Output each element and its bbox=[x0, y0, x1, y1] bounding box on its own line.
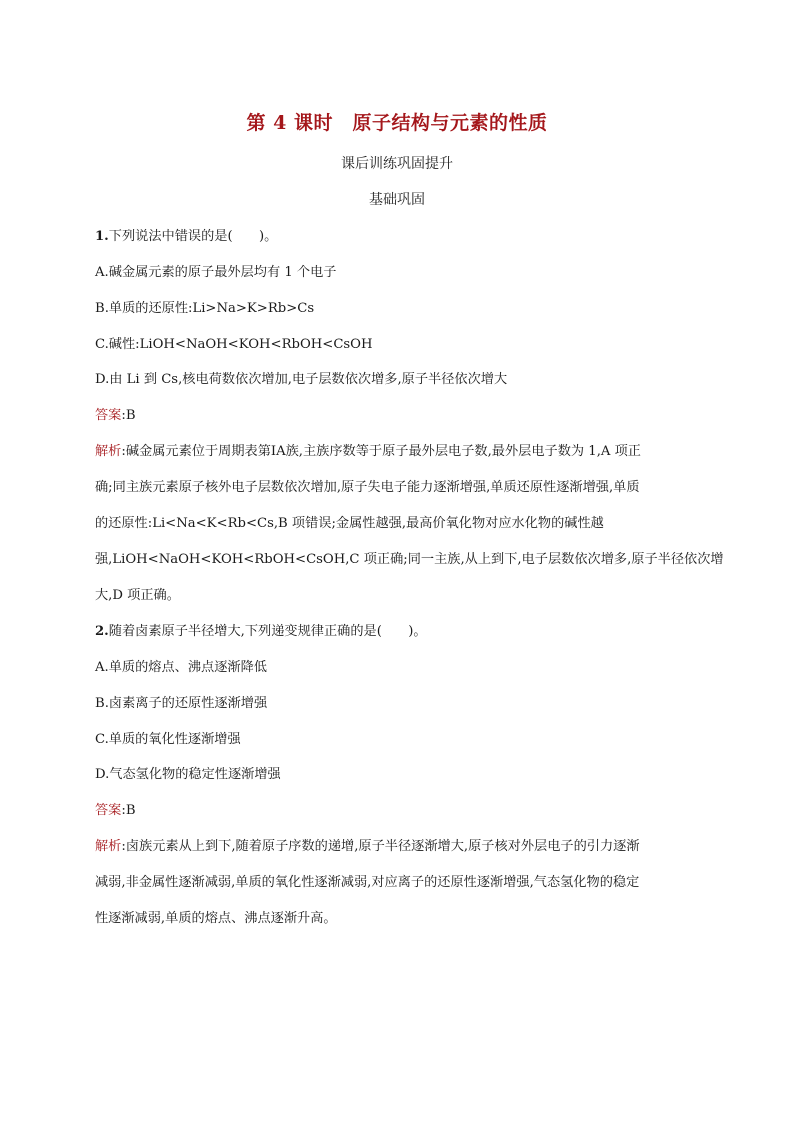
answer-value: :B bbox=[121, 408, 136, 423]
exercise-subtitle: 课后训练巩固提升 bbox=[341, 156, 453, 172]
question-2-analysis-line: 减弱,非金属性逐渐减弱,单质的氧化性逐渐减弱,对应离子的还原性逐渐增强,气态氢化物的稳定 bbox=[95, 875, 640, 890]
section-heading: 基础巩固 bbox=[369, 192, 425, 208]
question-number: 2. bbox=[95, 624, 109, 639]
question-2-option-d: D.气态氢化物的稳定性逐渐增强 bbox=[95, 767, 281, 782]
answer-label: 答案 bbox=[95, 408, 122, 423]
question-2-option-c: C.单质的氧化性逐渐增强 bbox=[95, 732, 241, 747]
analysis-label: 解析 bbox=[95, 839, 122, 854]
analysis-label: 解析 bbox=[95, 444, 122, 459]
question-2-answer bbox=[95, 801, 705, 821]
question-1-option-d: D.由 Li 到 Cs,核电荷数依次增加,电子层数依次增多,原子半径依次增大 bbox=[95, 372, 508, 387]
answer-value: :B bbox=[121, 803, 136, 818]
question-2-option-b: B.卤素离子的还原性逐渐增强 bbox=[95, 696, 268, 711]
analysis-text: :卤族元素从上到下,随着原子序数的递增,原子半径逐渐增大,原子核对外层电子的引力逐渐 bbox=[121, 839, 640, 854]
question-text: 随着卤素原子半径增大,下列递变规律正确的是( )。 bbox=[108, 624, 427, 639]
question-2-analysis-line: 性逐渐减弱,单质的熔点、沸点逐渐升高。 bbox=[95, 911, 337, 926]
question-1-analysis-line: 大,D 项正确。 bbox=[95, 588, 180, 603]
question-1-analysis-line: 强,LiOH<NaOH<KOH<RbOH<CsOH,C 项正确;同一主族,从上到下,电子层数依次增多,原子半径依次增 bbox=[95, 552, 724, 567]
question-1-answer bbox=[95, 406, 705, 426]
question-2-stem bbox=[95, 622, 705, 642]
question-1-option-c: C.碱性:LiOH<NaOH<KOH<RbOH<CsOH bbox=[95, 337, 373, 352]
question-2-analysis-line bbox=[95, 837, 705, 857]
question-number: 1. bbox=[95, 229, 109, 244]
question-1-stem bbox=[95, 227, 705, 247]
question-1-analysis-line: 确;同主族元素原子核外电子层数依次增加,原子失电子能力逐渐增强,单质还原性逐渐增强,单质 bbox=[95, 480, 640, 495]
analysis-text: :碱金属元素位于周期表第ⅠA族,主族序数等于原子最外层电子数,最外层电子数为 1,A 项正 bbox=[121, 444, 641, 459]
question-1-option-b: B.单质的还原性:Li>Na>K>Rb>Cs bbox=[95, 301, 315, 316]
question-1-analysis-line: 的还原性:Li<Na<K<Rb<Cs,B 项错误;金属性越强,最高价氧化物对应水化物的碱性越 bbox=[95, 516, 604, 531]
question-1-option-a: A.碱金属元素的原子最外层均有 1 个电子 bbox=[95, 265, 337, 280]
question-1-analysis-line bbox=[95, 442, 705, 462]
lesson-title: 第 4 课时 原子结构与元素的性质 bbox=[246, 112, 548, 134]
question-2-option-a: A.单质的熔点、沸点逐渐降低 bbox=[95, 660, 267, 675]
question-text: 下列说法中错误的是( )。 bbox=[108, 229, 278, 244]
answer-label: 答案 bbox=[95, 803, 122, 818]
